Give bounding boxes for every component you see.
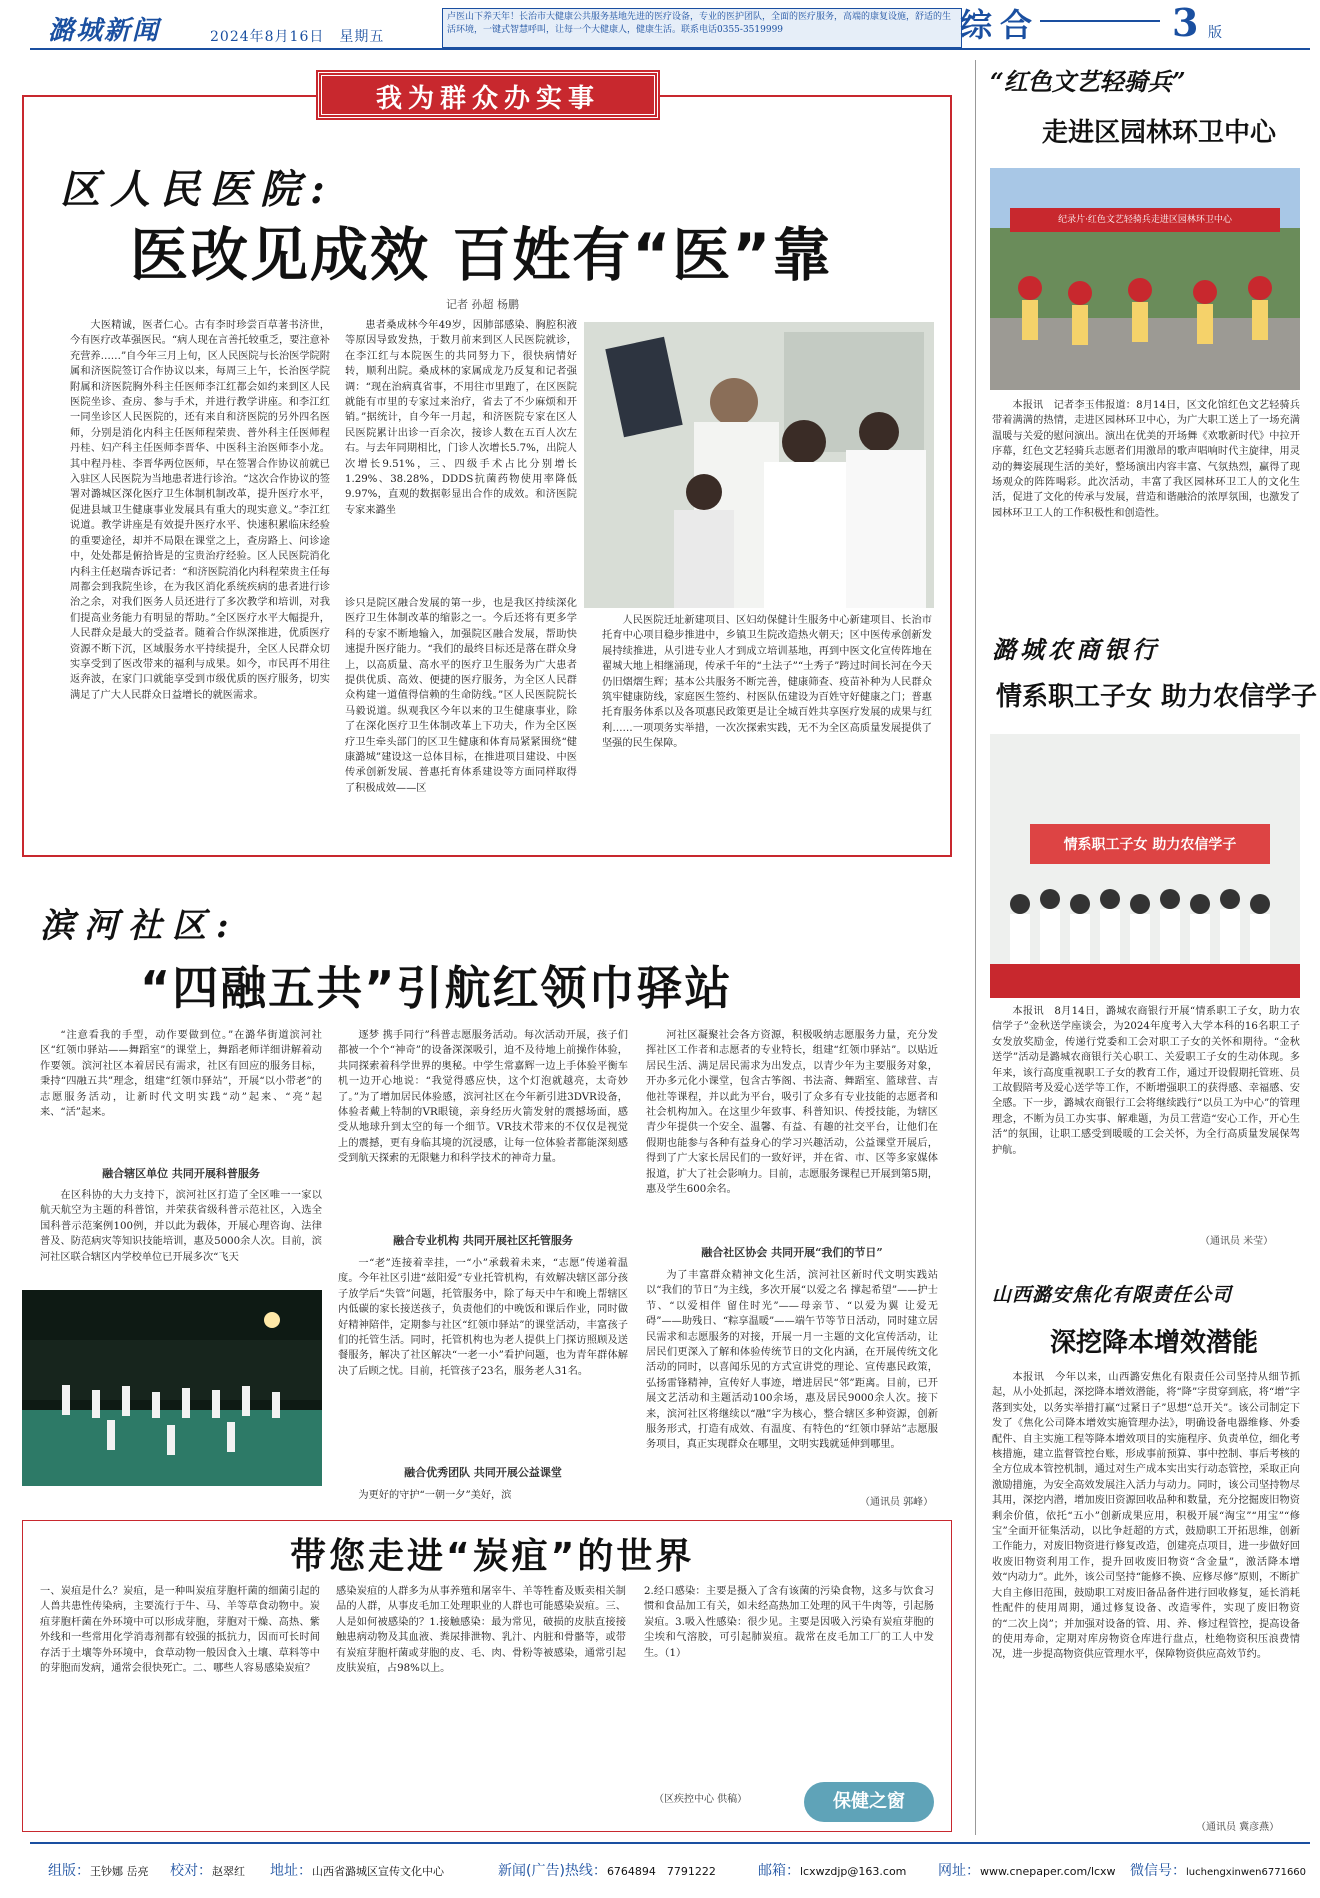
footer-hotline: 6764894 7791222 xyxy=(606,1865,716,1878)
footer-hotline-label: 新闻(广告)热线： xyxy=(498,1863,607,1879)
section-title: 综合 xyxy=(960,6,1041,44)
section-rule xyxy=(1040,20,1160,22)
article2-col2-tail: 为更好的守护“一朝一夕”美好，滨 xyxy=(358,1490,512,1501)
footer-editor-label: 组版： xyxy=(48,1863,90,1879)
r3-headline: 深挖降本增效潜能 xyxy=(1050,1328,1259,1358)
article2-col1-intro: “注意看我的手型，动作要做到位。”在潞华街道滨河社区“红领巾驿站——舞蹈室”的课堂上，舞蹈老师详细讲解着动作要领。滨河社区本着居民有需求，社区有回应的服务目标，秉持“四融五共”理念，组建“红领巾驿站”，开展“以小带老”的志愿服务活动，让新时代文明实践“动”起来、“亮”起来、“活”起来。 xyxy=(40,1030,322,1119)
r3-kicker: 山西潞安焦化有限责任公司 xyxy=(992,1284,1233,1306)
r3-reporter: （通讯员 冀彦燕） xyxy=(1196,1822,1280,1833)
r2-photo xyxy=(990,734,1300,998)
page-footer xyxy=(30,1842,1310,1882)
footer-proof: 赵翠红 xyxy=(212,1865,245,1878)
anthrax-reporter: （区疾控中心 供稿） xyxy=(654,1794,748,1805)
column-banner: 我为群众办实事 xyxy=(318,72,658,118)
article-column-3: 人民医院迁址新建项目、区妇幼保健计生服务中心新建项目、长治市托育中心项目稳步推进中，乡镇卫生院改造热火朝天；区中医传承创新发展持续推进，从引进专业人才到成立培训基地，再到中医文化宣传阵地在翟城大地上相继涌现，传承千年的“土法子”“土秀子”跨过时间长河在今天仍旧熠熠生辉；基本公共服务不断完善，健康筛查、疫苗补种为人民群众筑牢健康防线，家庭医生签约、村医队伍建设为百姓守好健康之门；普惠托育服务体系以及各项惠民政策更是让全城百姓共享医疗发展的成果与红利……一项项务实举措，一次次探索实践，无不为全区高质量发展提供了坚强的民生保障。 xyxy=(602,615,932,750)
anthrax-headline: 带您走进“炭疽”的世界 xyxy=(290,1536,695,1577)
children-dancing-image-icon xyxy=(22,1290,322,1486)
r1-headline: 走进区园林环卫中心 xyxy=(1042,118,1277,148)
r1-photo xyxy=(990,168,1300,390)
article2-subhead-1: 融合辖区单位 共同开展科普服务 xyxy=(102,1167,260,1180)
article2-headline: “四融五共”引航红领巾驿站 xyxy=(140,961,733,1015)
anthrax-col1: 一、炭疽是什么？炭疽，是一种叫炭疽芽胞杆菌的细菌引起的人兽共患性传染病，主要流行于牛、马、羊等草食动物中。炭疽芽胞杆菌在外环境中可以形成芽胞，芽胞对干燥、高热、紫外线和一些常用化学消毒剂都有较强的抵抗力，因而可长时间存活于土壤等外环境中，食草动物一般因食入土壤、草料等中的芽胞而发病，通常会很快死亡。二、哪些人容易感染炭疽？ xyxy=(40,1586,320,1675)
header-advert: 卢医山下养天年！长治市大健康公共服务基地先进的医疗设备，专业的医护团队，全面的医疗服务，高端的康复设施，舒适的生活环境，一键式智慧呼叫，让每一个大健康人，健康生活。联系电话0355-3519999 xyxy=(442,8,962,48)
r2-photo-banner: 情系职工子女 助力农信学子 xyxy=(1063,837,1237,853)
footer-address: 山西省潞城区宣传文化中心 xyxy=(312,1865,444,1878)
anthrax-col3: 2.经口感染：主要是摄入了含有该菌的污染食物，这多与饮食习惯和食品加工有关，如未经高热加工处理的风干牛肉等，引起肠炭疽。3.吸入性感染：很少见。主要是因吸入污染有炭疽芽胞的尘埃和气溶胶，可引起肺炭疽。裁常在皮毛加工厂的工人中发生。（1） xyxy=(644,1586,934,1659)
r1-photo-banner: 纪录片·红色文艺轻骑兵走进区园林环卫中心 xyxy=(1058,215,1232,225)
article2-reporter: （通讯员 郭峰） xyxy=(860,1497,934,1508)
r2-text: 本报讯 8月14日，潞城农商银行开展“情系职工子女，助力农信学子”金秋送学座谈会，为2024年度考入大学本科的16名职工子女发放奖励金，传递行党委和工会对职工子女的关怀和期待。“金秋送学”活动是潞城农商银行关心职工、关爱职工子女的生动体现。多年来，该行高度重视职工子女的教育工作，通过开设假期托管班、员工故假陪考及爱心送学等工作，不断增强职工的获得感、幸福感、安全感。下一步，潞城农商银行工会将继续践行“以员工为中心”的管理理念，不断为员工办实事、解难题，为员工营造“安心工作，开心生活”的氛围，让职工感受到暖暖的工会关怀，为全行高质量发展保驾护航。 xyxy=(992,1006,1300,1156)
page-suffix: 版 xyxy=(1208,25,1222,41)
footer-wechat: luchengxinwen6771660 xyxy=(1186,1867,1307,1878)
article-column-1: 大医精诚，医者仁心。古有李时珍尝百草著书济世，今有医疗改革强医民。“病人现在言善托较重乏，要注意补充营养……”自今年三月上旬，区人民医院与长治医学院附属和济医院签订合作协议以来，每周三上午，长治医学院附属和济医院胸外科主任医师李江红都会如约来到区人民医院坐诊、查房、参与手术，并进行教学讲座。和李江红一同坐诊区人民医院的，还有来自和济医院的另外四名医师，分别是消化内科主任医师程荣贵、普外科主任医师程丹桂、妇产科主任医师李晋华、中医科主治医师李小龙。其中程丹桂、李晋华两位医师，早在签署合作协议前就已入驻区人民医院为当地患者进行诊治。“这次合作协议的签署对潞城区深化医疗卫生体制机制改革，提升医疗水平，促进县域卫生健康事业发展具有重大的现实意义。”李江红说道。教学讲座是有效提升医疗水平、快速积累临床经验的重要途径，却并不局限在课堂之上，查房路上、问诊途中，处处都是俯拾皆是的宝贵治疗经验。区人民医院消化内科主任赵瑞杏诉记者：“和济医院消化内科程荣贵主任每周都会到我院坐诊，在为我区消化系统疾病的患者进行诊治之余，对我们医务人员还进行了多次教学和培训，对我们提高业务能力有明显的帮助。”全区医疗水平大幅提升，人民群众是最大的受益者。随着合作纵深推进，优质医疗资源不断下沉，区域服务水平持续提升，全区人民群众切实享受到了医改带来的福利与成果。如今，市民再不用往返奔波，在家门口就能享受到市级优质的医疗服务，切实满足了广大人民群众日益增长的就医需求。 xyxy=(70,320,330,701)
footer-wechat-label: 微信号： xyxy=(1130,1863,1186,1879)
r1-text: 本报讯 记者李玉伟报道：8月14日，区文化馆红色文艺轻骑兵带着满满的热情，走进区园林环卫中心，为广大职工送上了一场充满温暖与关爱的慰问演出。演出在优美的开场舞《欢歌新时代》中拉开序幕，红色文艺轻骑兵志愿者们用激昂的歌声唱响时代主旋律，用灵动的舞姿展现生活的美好，整场演出内容丰富、气氛热烈，赢得了现场观众的阵阵喝彩。此次活动，丰富了我区园林环卫工人的文化生活，促进了文化的传承与发展，营造和谐融洽的浓厚氛围，也激发了园林环卫工人的工作积极性和创造性。 xyxy=(992,400,1300,519)
article-kicker: 区人民医院: xyxy=(60,166,335,213)
doctors-image-icon xyxy=(584,322,934,608)
article-column-2b: 诊只是院区融合发展的第一步，也是我区持续深化医疗卫生体制改革的缩影之一。今后还将有更多学科的专家不断地输入，加强院区融合发展，帮助快速提升医疗能力。“我们的最终目标还是落在群众身上，以高质量、高水平的医疗卫生服务为广大患者提供优质、高效、便捷的医疗服务，为全区人民群众构建一道值得信赖的生命防线。”区人民医院院长马毅说道。纵观我区今年以来的卫生健康事业，除了在深化医疗卫生体制改革上下功夫，作为全区医疗卫生牵头部门的区卫生健康和体育局紧紧围绕“健康潞城”建设这一总体目标，在推进项目建设、中医传承创新发展、普惠托育体系建设等方面同样取得了积极成效——区 xyxy=(345,598,577,794)
footer-proof-label: 校对： xyxy=(170,1863,212,1879)
newspaper-logo: 潞城新闻 xyxy=(48,16,161,46)
article-byline: 记者 孙超 杨鹏 xyxy=(446,298,519,311)
article2-col2: 逐梦 携手同行”科普志愿服务活动。每次活动开展，孩子们都被一个个“神奇”的设备深深吸引，迫不及待地上前操作体验，共同探索着科学世界的奥秘。中学生常嘉辉一边上手体验平衡车机一边开心地说：“我觉得感应快，这个灯泡就越亮，太奇妙了。”为了增加居民体验感，滨河社区在今年新引进3DVR设备，体验者戴上特制的VR眼镜，亲身经历火箭发射的震撼场面，感受从地球升到太空的每一个细节。VR技术带来的不仅仅是视觉上的震撼，更有身临其境的沉浸感，让每一位体验者都能深刻感受到航天探索的无限魅力和科学技术的神奇力量。 xyxy=(338,1030,628,1165)
page-number: 3 xyxy=(1172,0,1199,45)
column-divider xyxy=(975,60,976,1835)
anthrax-col2: 感染炭疽的人群多为从事养殖和屠宰牛、羊等牲畜及贩卖相关制品的人群，从事皮毛加工处理职业的人群也可能感染炭疽。三、人是如何被感染的？1.接触感染：最为常见，破损的皮肤直接接触患病动物及其血液、粪尿排泄物、乳汁、内脏和骨骼等，或带有炭疽芽胞杆菌或芽胞的皮、毛、肉、骨粉等被感染，通常引起皮肤炭疽，占98%以上。 xyxy=(336,1586,626,1675)
footer-email-label: 邮箱： xyxy=(758,1863,800,1879)
article2-col3: 河社区凝聚社会各方资源，积极吸纳志愿服务力量，充分发挥社区工作者和志愿者的专业特长，组建“红领巾驿站”。以贴近居民生活、满足居民需求为出发点，以青少年为主要服务对象，开办多元化小课堂，包含古筝阁、书法斋、舞蹈室、篮球营、吉他社等课程，并以此为平台，吸引了众多有专业技能的志愿者和社会机构加入。在这里少年致事、科普知识、传授技能，为辖区青少年提供一个安全、温馨、有益、有趣的社交平台，让他们在假期也能参与各种有益身心的学习兴趣活动，公益课堂开展后，得到了广大家长居民们的一致好评，并在省、市、区等多家媒体报道，扩大了社会影响力。目前，志愿服务课程已开展到第5期，惠及学生600余名。 xyxy=(646,1030,938,1196)
article-headline: 医改见成效 百姓有“医”靠 xyxy=(130,221,833,289)
article2-subhead-2: 融合专业机构 共同开展社区托管服务 xyxy=(393,1234,573,1247)
r2-headline: 情系职工子女 助力农信学子 xyxy=(996,682,1318,712)
article2-subhead-4: 融合社区协会 共同开展“我们的节日” xyxy=(701,1246,883,1259)
article2-col1-body: 在区科协的大力支持下，滨河社区打造了全区唯一一家以航天航空为主题的科普馆，并荣获省级科普示范社区，入选全国科普示范案例100例，并以此为载体，开展心理咨询、法律普及、防范病灾等知识技能培训，惠及5000余人次。目前，滨河社区联合辖区内学校单位已开展多次“飞天 xyxy=(40,1190,322,1263)
health-window-logo: 保健之窗 xyxy=(804,1782,934,1822)
article2-col2-body: 一“老”连接着幸挂，一“小”承载着未来，“志愿”传递着温度。今年社区引进“兹阳爱”专业托管机构，有效解决辖区部分孩子放学后“失管”问题，托管服务中，除了每天中午和晚上帮辖区内低碳的家长接送孩子，负责他们的中晚饭和课后作业，同时做好精神陪伴，定期参与社区“红领巾驿站”的课堂活动，丰富孩子们的托管生活。同时，托管机构也为老人提供上门探访照顾及送餐服务，解决了社区解决“一老一小”看护问题，也为青年群体解决了后顾之忧。目前，托管孩子23名，服务老人31名。 xyxy=(338,1258,628,1377)
footer-address-label: 地址： xyxy=(270,1863,312,1879)
issue-date: 2024年8月16日 星期五 xyxy=(210,29,385,45)
masthead xyxy=(30,6,1310,50)
footer-editor: 王钞娜 岳亮 xyxy=(90,1865,149,1878)
footer-web: www.cnepaper.com/lcxw xyxy=(980,1865,1116,1878)
hospital-photo xyxy=(584,322,934,608)
footer-web-label: 网址： xyxy=(938,1863,980,1879)
r2-kicker: 潞城农商银行 xyxy=(992,635,1160,664)
article2-kicker: 滨河社区: xyxy=(40,906,239,946)
dance-class-photo xyxy=(22,1290,322,1486)
r3-text: 本报讯 今年以来，山西潞安焦化有限责任公司坚持从细节抓起，从小处抓起，深挖降本增效潜能，将“降”字贯穿到底，将“增”字落到实处，以务实举措打赢“过紧日子”思想“总开关”。该公司制定下发了《焦化公司降本增效实施管理办法》，明确设备电器维修、外委配件、自主实施工程等降本增效项目的实施程序、负责单位，细化考核措施，建立监督管控台账，形成事前预算、事中控制、事后考核的全方位成本管控机制，通过对生产成本实出实行动态管控，采取正向激励措施，为安全高效发展注入活力与动力。同时，该公司坚持物尽其用，深挖内潜，增加废旧资源回收品种和数量，充分挖掘废旧物资剩余价值，依托“五小”创新成果应用，积极开展“淘宝”“用宝”“修宝”全面开征集活动，以比争赶超的方式，鼓励职工开拓思维，创新工作能力，对废旧物资进行修复改造，创建亮点项目，进一步做好回收废旧物资利用工作，提升回收废旧物资“含金量”，激活降本增效“内动力”。此外，该公司坚持“能修不换、应修尽修”原则，不断扩大自主修旧范围，鼓励职工对废旧备品备件进行回收修复，延长消耗性配件的使用周期，通过修复设备、改造零件，实现了废旧物资的“二次上岗”；并加强对设备的管、用、养、修过程管控，提高设备的使用寿命，定期对库房物资仓库进行盘点，杜绝物资积压浪费情况，进一步提高物资供应管理水平，保障物资供应高效节约。 xyxy=(992,1372,1300,1661)
footer-email: lcxwzdjp@163.com xyxy=(800,1865,907,1878)
performance-image-icon xyxy=(990,168,1300,390)
article-column-2a xyxy=(345,318,577,588)
group-photo-image-icon xyxy=(990,734,1300,998)
r2-reporter: （通讯员 米莹） xyxy=(1200,1236,1274,1247)
article2-subhead-3: 融合优秀团队 共同开展公益课堂 xyxy=(404,1466,562,1479)
column-2-text: 患者桑成林今年49岁，因肺部感染、胸腔积液等原因导致发热，于数月前来到区人民医院就诊，在李江红与本院医生的共同努力下，很快病情好转，顺利出院。桑成林的家属成龙乃反复和记者强调：“现在治病真省事，不用往市里跑了，在区医院就能有市里的专家过来治疗，省去了不少麻烦和开销。”据统计，自今年一月起，和济医院专家在区人民医院累计出诊一百余次，接诊人数在五百人次左右。与去年同期相比，门诊人次增长5.7%，出院人次增长9.51%，三、四级手术占比分别增长1.29%、38.28%，DDDS抗菌药物使用率降低9.97%，直观的数据彰显出合作的成效。和济医院专家来潞坐 xyxy=(345,320,577,516)
article2-col3-body: 为了丰富群众精神文化生活，滨河社区新时代文明实践站以“我们的节日”为主线，多次开展“以爱之名 撑起希望”——护士节、“以爱相伴 留住时光”——母亲节、“以爱为翼 让爱无碍”——助残日、“粽享温暖”——端午节等节日活动，同时建立居民需求和志愿服务的对接，开展一月一主题的文化宣传活动，让居民们更深入了解和体验传统节日的文化内涵，在开展传统文化活动的同时，以喜闻乐见的方式宣讲党的理论、宣传惠民政策，弘扬雷锋精神，宣传好人事迹，增进居民“邻”距离。目前，已开展文艺活动和主题活动100余场，惠及居民9000余人次。接下来，滨河社区将继续以“融”字为核心，整合辖区多种资源，创新服务形式，打造有成效、有温度、有特色的“红领巾驿站”志愿服务项目，真正实现群众在哪里，文明实践就延伸到哪里。 xyxy=(646,1270,938,1451)
r1-kicker: “红色文艺轻骑兵” xyxy=(990,67,1186,96)
